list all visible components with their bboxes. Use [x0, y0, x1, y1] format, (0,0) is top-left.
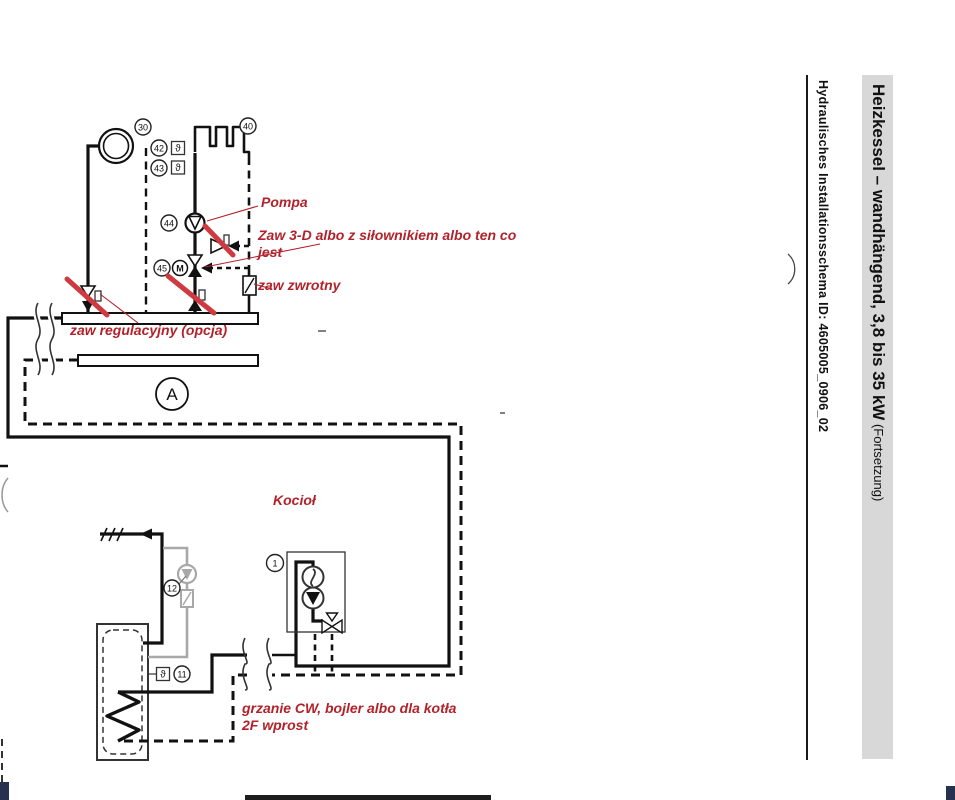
- sensor-42: [172, 142, 185, 155]
- circulation-pump-44: [186, 214, 205, 233]
- svg-text:12: 12: [166, 583, 178, 594]
- motor-valve-label: M: [176, 263, 184, 274]
- corner-mark-right: [946, 786, 955, 800]
- badge-42: [151, 140, 167, 156]
- svg-text:40: 40: [242, 121, 254, 132]
- svg-text:11: 11: [177, 669, 187, 680]
- badge-1: [267, 555, 284, 572]
- sensor-11: [148, 668, 170, 681]
- page-title-main: Heizkessel – wandhängend, 3,8 bis 35 kW: [869, 84, 888, 421]
- badge-11: [174, 666, 190, 682]
- theta-icon: ϑ: [160, 669, 166, 681]
- sensor-43: [172, 161, 185, 174]
- badge-12: [164, 580, 180, 596]
- main-return-loop: [25, 360, 461, 675]
- check-valve-rect: [243, 276, 256, 295]
- main-supply-loop: [8, 318, 449, 666]
- section-a-label: A: [166, 385, 178, 404]
- edge-break-curve-right: [788, 254, 795, 284]
- bottom-edge-band: [245, 795, 491, 800]
- theta-icon: ϑ: [175, 163, 181, 174]
- svg-text:1: 1: [272, 558, 278, 569]
- supply-pipes-solid: [8, 127, 449, 741]
- svg-text:45: 45: [156, 263, 168, 274]
- corner-mark-left: [0, 782, 9, 800]
- svg-text:43: 43: [153, 163, 165, 174]
- edge-break-curve-left: [2, 478, 8, 512]
- svg-text:44: 44: [163, 218, 175, 229]
- heat-exchanger-coil: [195, 127, 249, 157]
- arrowhead-mvalve: [201, 263, 212, 274]
- page-title-vertical: [868, 84, 888, 759]
- note-grzanie-line1: grzanie CW, bojler albo dla kotła: [242, 700, 457, 716]
- note-zaw-regulacyjny: zaw regulacyjny (opcja): [70, 322, 228, 338]
- badge-30: [135, 119, 151, 135]
- section-a-marker: [156, 378, 188, 410]
- note-grzanie-line2: 2F wprost: [242, 717, 309, 733]
- expansion-vessel: [99, 129, 133, 163]
- motor-valve-45: [173, 255, 203, 277]
- note-zaw3d-line2: jest: [258, 244, 283, 260]
- cold-water-hatches: [101, 528, 123, 541]
- badge-44: [161, 215, 177, 231]
- break-squiggle: [243, 638, 247, 690]
- badge-43: [151, 160, 167, 176]
- theta-icon: ϑ: [175, 143, 181, 155]
- break-squiggle: [267, 638, 271, 690]
- manifold-bar-return: [78, 355, 258, 366]
- note-pompa: Pompa: [261, 194, 308, 210]
- svg-text:42: 42: [153, 143, 165, 154]
- note-kociol: Kocioł: [273, 492, 316, 508]
- three-way-valve: [322, 613, 342, 633]
- note-zaw-zwrotny: zaw zwrotny: [258, 277, 341, 293]
- badge-40: [240, 118, 256, 134]
- note-zaw3d-line1: Zaw 3-D albo z siłownikiem albo ten co: [258, 227, 517, 243]
- cold-water-arrowhead: [140, 529, 152, 540]
- svg-text:30: 30: [137, 122, 149, 133]
- page-title-suffix: (Fortsetzung): [871, 420, 886, 502]
- vertical-rule: [806, 75, 808, 760]
- schema-id-vertical-text: Hydraulisches Installationsschema ID: 4605005_0906_02: [816, 80, 830, 433]
